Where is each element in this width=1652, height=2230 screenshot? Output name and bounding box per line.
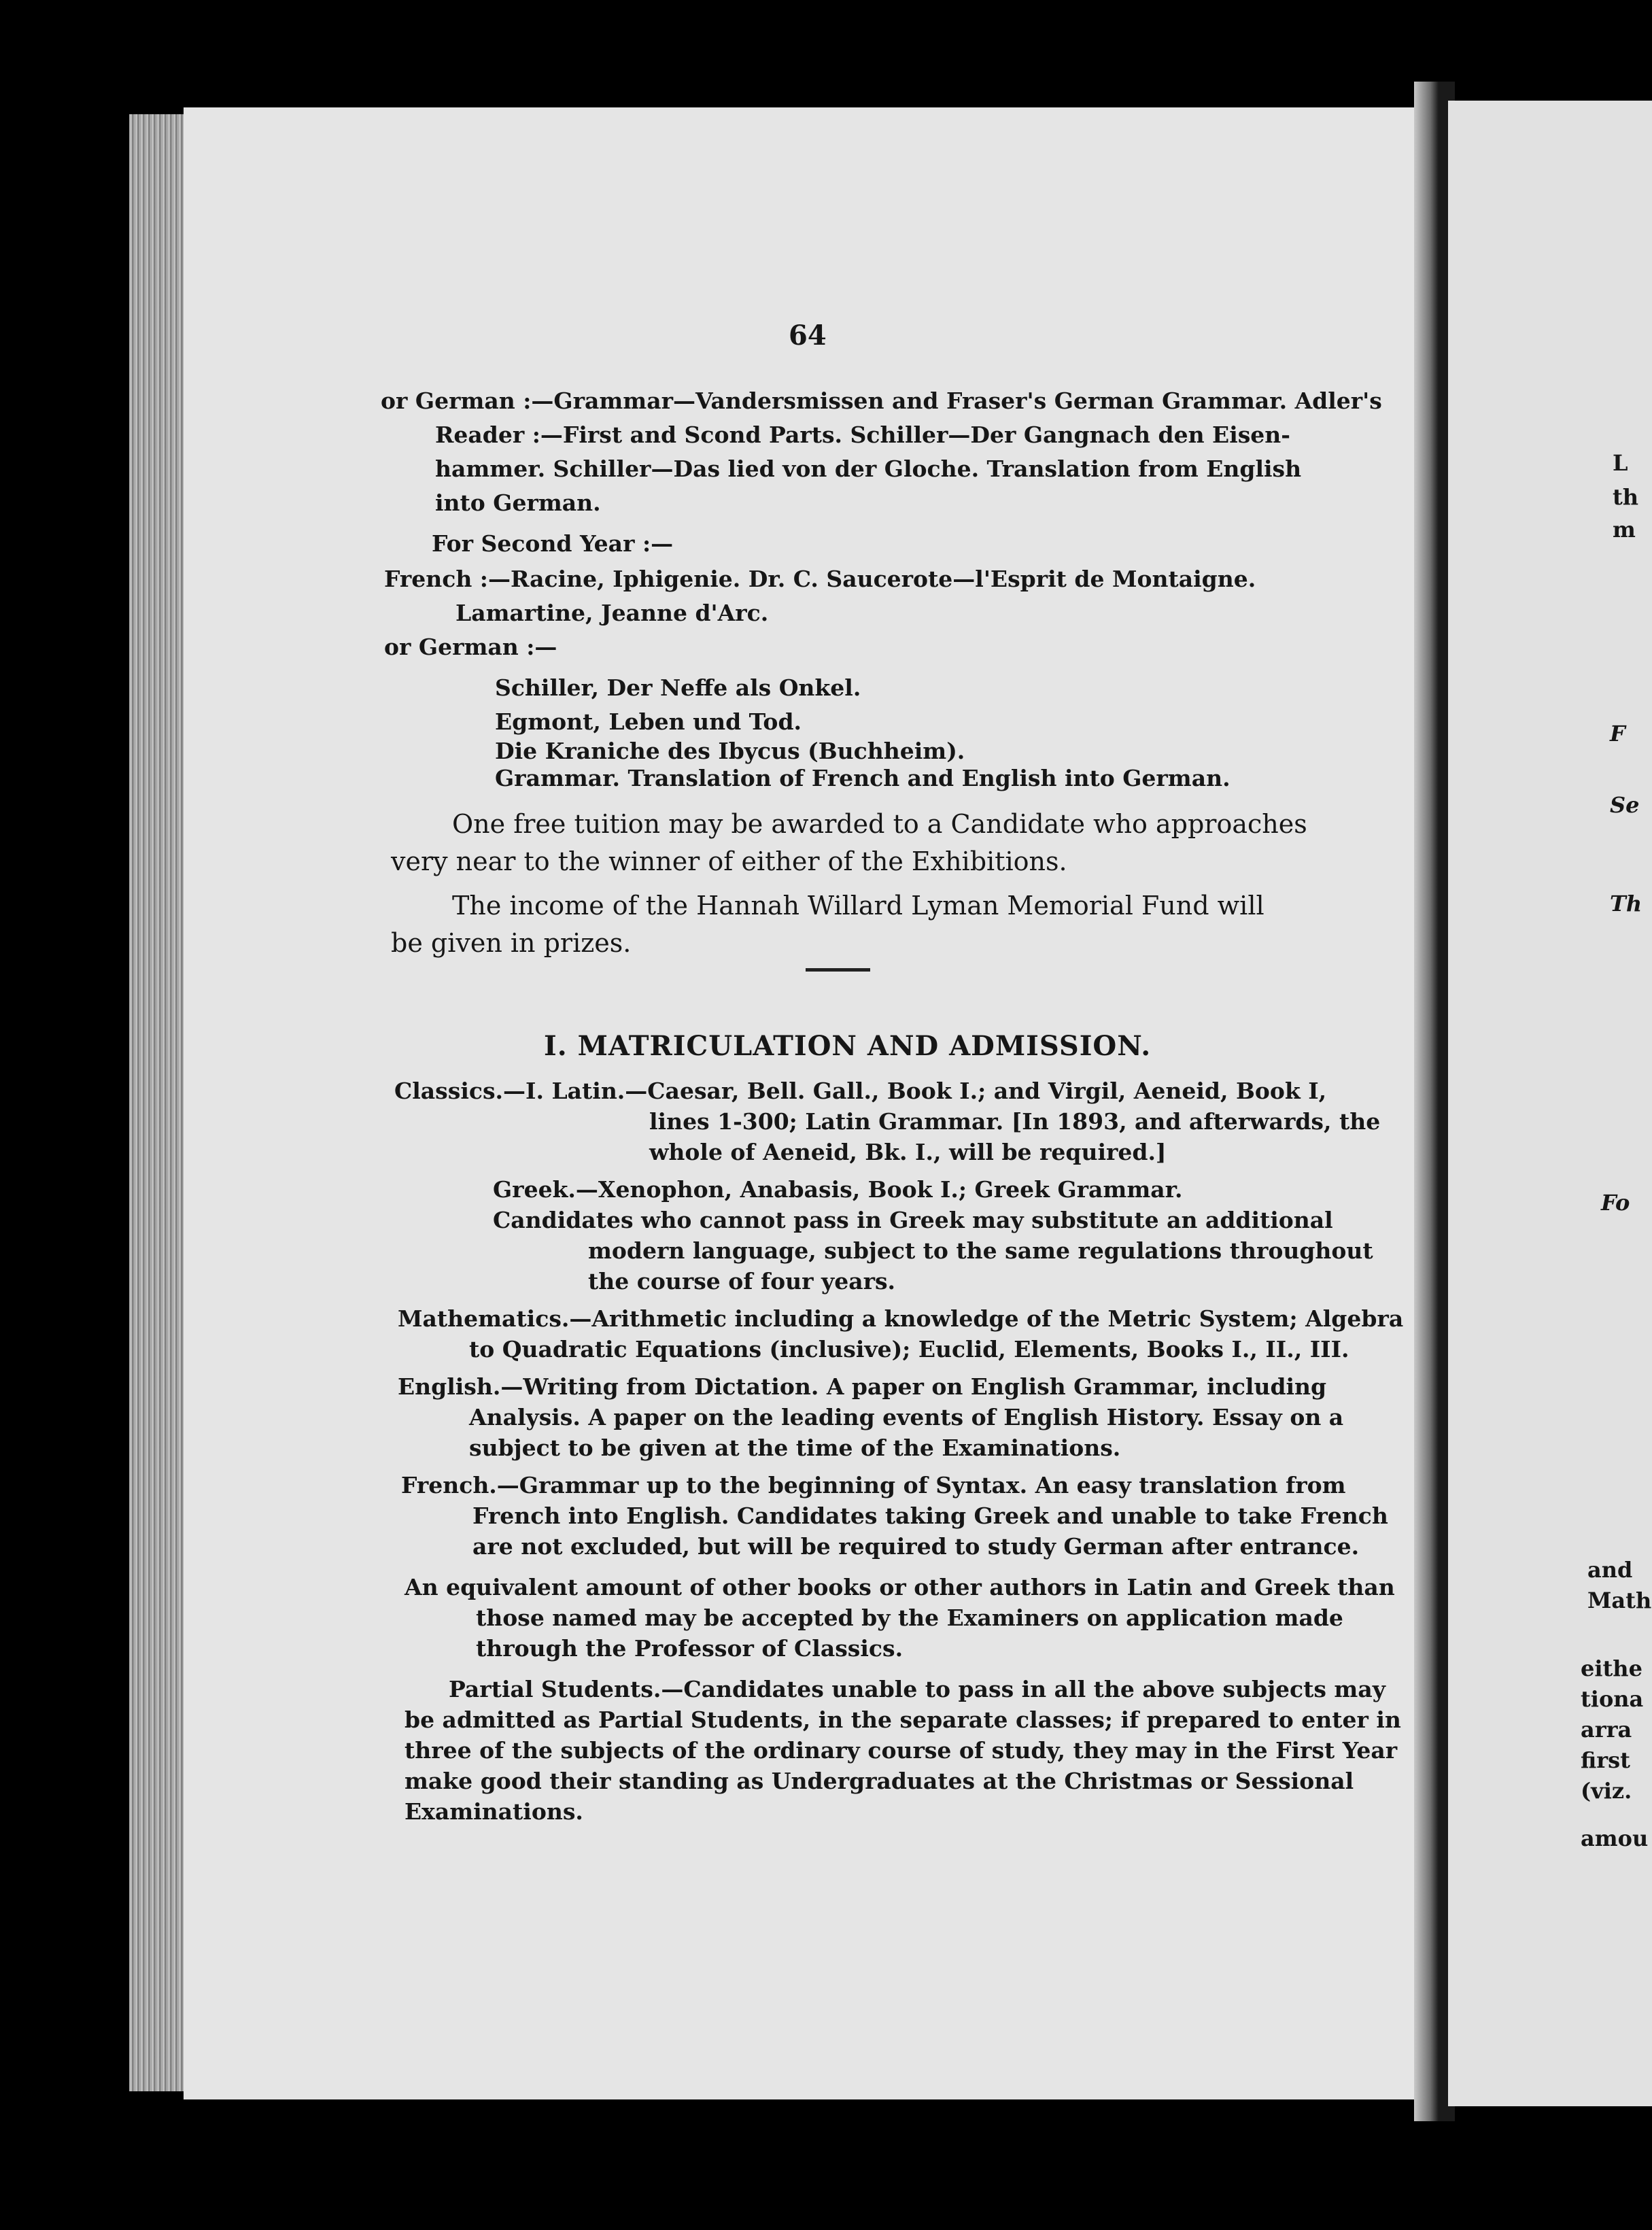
partial-line-1: Partial Students.—Candidates unable to pass in all the above subjects may [449,1676,1386,1702]
greek-line-4: the course of four years. [588,1268,896,1294]
right-fragment: m [1613,517,1636,543]
right-fragment: F [1610,721,1625,747]
german-line-3: hammer. Schiller—Das lied von der Gloche. Translation from English [435,456,1302,482]
equivalent-line-1: An equivalent amount of other books or other authors in Latin and Greek than [405,1574,1395,1600]
partial-line-3: three of the subjects of the ordinary course of study, they may in the First Year [405,1737,1398,1764]
section-heading: I. MATRICULATION AND ADMISSION. [544,1030,1152,1062]
equivalent-line-2: those named may be accepted by the Examiners on application made [476,1605,1343,1631]
page-number: 64 [789,320,827,351]
classics-line-2: lines 1-300; Latin Grammar. [In 1893, and afterwards, the [649,1108,1381,1135]
right-fragment: Se [1610,792,1640,818]
math-line-2: to Quadratic Equations (inclusive); Euclid, Elements, Books I., II., III. [469,1336,1349,1362]
tuition-line-1: One free tuition may be awarded to a Candidate who approaches [452,809,1307,839]
right-fragment: Th [1610,891,1642,916]
classics-line-1: Classics.—I. Latin.—Caesar, Bell. Gall., Book I.; and Virgil, Aeneid, Book I, [394,1078,1327,1104]
right-fragment: L [1613,450,1628,476]
english-line-1: English.—Writing from Dictation. A paper on English Grammar, including [398,1373,1327,1400]
tuition-line-4: be given in prizes. [391,928,632,958]
list-item: Die Kraniche des Ibycus (Buchheim). [495,738,965,764]
partial-line-5: Examinations. [405,1798,583,1825]
french-line-2: Lamartine, Jeanne d'Arc. [455,600,769,626]
german-line-1: or German :—Grammar—Vandersmissen and Fraser's German Grammar. Adler's [381,388,1382,414]
partial-line-2: be admitted as Partial Students, in the separate classes; if prepared to enter in [405,1706,1401,1733]
greek-line-3: modern language, subject to the same regulations throughout [588,1237,1373,1264]
book-page-edges [129,114,190,2091]
right-fragment: amou [1581,1825,1649,1851]
right-fragment: and [1587,1557,1633,1583]
classics-line-3: whole of Aeneid, Bk. I., will be required.] [649,1139,1167,1165]
german-line-4: into German. [435,490,601,516]
french-req-line-3: are not excluded, but will be required to study German after entrance. [472,1533,1360,1560]
greek-line-1: Greek.—Xenophon, Anabasis, Book I.; Greek Grammar. [493,1176,1183,1203]
tuition-line-2: very near to the winner of either of the Exhibitions. [391,846,1067,876]
right-fragment: arra [1581,1717,1632,1743]
french-req-line-2: French into English. Candidates taking Greek and unable to take French [472,1503,1388,1529]
english-line-2: Analysis. A paper on the leading events of English History. Essay on a [469,1404,1344,1430]
tuition-line-3: The income of the Hannah Willard Lyman Memorial Fund will [452,891,1264,921]
right-fragment: tiona [1581,1686,1644,1712]
or-german-label: or German :— [384,634,557,660]
german-line-2: Reader :—First and Scond Parts. Schiller—Der Gangnach den Eisen- [435,422,1290,448]
greek-line-2: Candidates who cannot pass in Greek may substitute an additional [493,1207,1333,1233]
equivalent-line-3: through the Professor of Classics. [476,1635,904,1662]
list-item: Schiller, Der Neffe als Onkel. [495,674,861,701]
math-line-1: Mathematics.—Arithmetic including a knowledge of the Metric System; Algebra [398,1305,1404,1332]
list-item: Grammar. Translation of French and English into German. [495,765,1231,791]
right-page [1448,101,1652,2106]
list-item: Egmont, Leben und Tod. [495,708,802,735]
french-line-1: French :—Racine, Iphigenie. Dr. C. Saucerote—l'Esprit de Montaigne. [384,566,1256,592]
right-fragment: (viz. [1581,1778,1632,1804]
right-fragment: first [1581,1747,1630,1773]
right-fragment: th [1613,484,1639,510]
right-fragment: Fo [1601,1190,1630,1216]
second-year-label: For Second Year :— [432,530,674,557]
english-line-3: subject to be given at the time of the Examinations. [469,1435,1121,1461]
section-divider [806,968,870,972]
right-fragment: Math [1587,1588,1652,1613]
french-req-line-1: French.—Grammar up to the beginning of Syntax. An easy translation from [401,1472,1346,1498]
right-fragment: eithe [1581,1656,1642,1681]
partial-line-4: make good their standing as Undergraduates at the Christmas or Sessional [405,1768,1354,1794]
